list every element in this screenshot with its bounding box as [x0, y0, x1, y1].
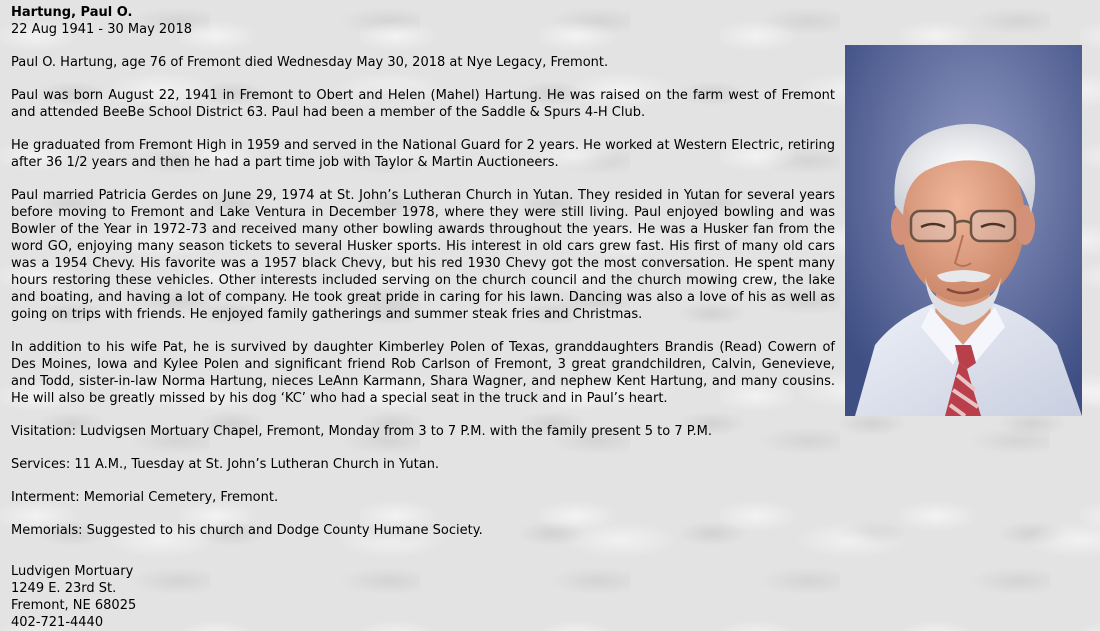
- obituary-content: [11, 4, 835, 631]
- mortuary-street: 1249 E. 23rd St.: [11, 581, 117, 596]
- life-dates: 22 Aug 1941 - 30 May 2018: [11, 22, 192, 37]
- mortuary-address: [11, 563, 835, 631]
- memorials-info: Memorials: Suggested to his church and Dodge County Humane Society.: [11, 523, 483, 538]
- deceased-name: Hartung, Paul O.: [11, 5, 133, 20]
- visitation-info: Visitation: Ludvigsen Mortuary Chapel, Fremont, Monday from 3 to 7 P.M. with the family present 5 to 7 P.M.: [11, 424, 713, 439]
- career-paragraph: He graduated from Fremont High in 1959 and served in the National Guard for 2 years. He worked at Western Electric, retiring after 36 1/2 years and then he had a part time job with Taylor & Martin Auctioneers.: [11, 138, 835, 170]
- mortuary-phone: 402-721-4440: [11, 615, 104, 630]
- mortuary-name: Ludvigen Mortuary: [11, 564, 134, 579]
- services-info: Services: 11 A.M., Tuesday at St. John’s Lutheran Church in Yutan.: [11, 457, 440, 472]
- interment-info: Interment: Memorial Cemetery, Fremont.: [11, 490, 279, 505]
- mortuary-city: Fremont, NE 68025: [11, 598, 137, 613]
- portrait-photo: [845, 45, 1082, 416]
- death-announcement: Paul O. Hartung, age 76 of Fremont died Wednesday May 30, 2018 at Nye Legacy, Fremont.: [11, 55, 609, 70]
- early-life-paragraph: Paul was born August 22, 1941 in Fremont to Obert and Helen (Mahel) Hartung. He was raised on the farm west of Fremont and attended BeeBe School District 63. Paul had been a member of the Saddle & Spurs 4-H Club.: [11, 88, 835, 120]
- survivors-paragraph: In addition to his wife Pat, he is survived by daughter Kimberley Polen of Texas, granddaughters Brandis (Read) Cowern of Des Moines, Iowa and Kylee Polen and significant friend Rob Carlson of Fremont, 3 great grandchildren, Calvin, Genevieve, and Todd, sister-in-law Norma Hartung, nieces LeAnn Karmann, Shara Wagner, and nephew Kent Hartung, and many cousins. He will also be greatly missed by his dog ‘KC’ who had a special seat in the truck and in Paul’s heart.: [11, 340, 835, 406]
- portrait-image: [845, 45, 1082, 416]
- marriage-paragraph: Paul married Patricia Gerdes on June 29, 1974 at St. John’s Lutheran Church in Yutan. They resided in Yutan for several years before moving to Fremont and Lake Ventura in December 1978, where they were still living. Paul enjoyed bowling and was Bowler of the Year in 1972-73 and received many other bowling awards throughout the years. He was a Husker fan from the word GO, enjoying many season tickets to several Husker sports. His interest in old cars grew fast. His first of many old cars was a 1954 Chevy. His favorite was a 1957 black Chevy, but his red 1930 Chevy got the most conversation. He spent many hours restoring these vehicles. Other interests included serving on the church council and the church mowing crew, the lake and boating, and having a lot of company. He took great pride in caring for his lawn. Dancing was also a love of his as well as going on trips with friends. He enjoyed family gatherings and summer steak fries and Christmas.: [11, 188, 835, 322]
